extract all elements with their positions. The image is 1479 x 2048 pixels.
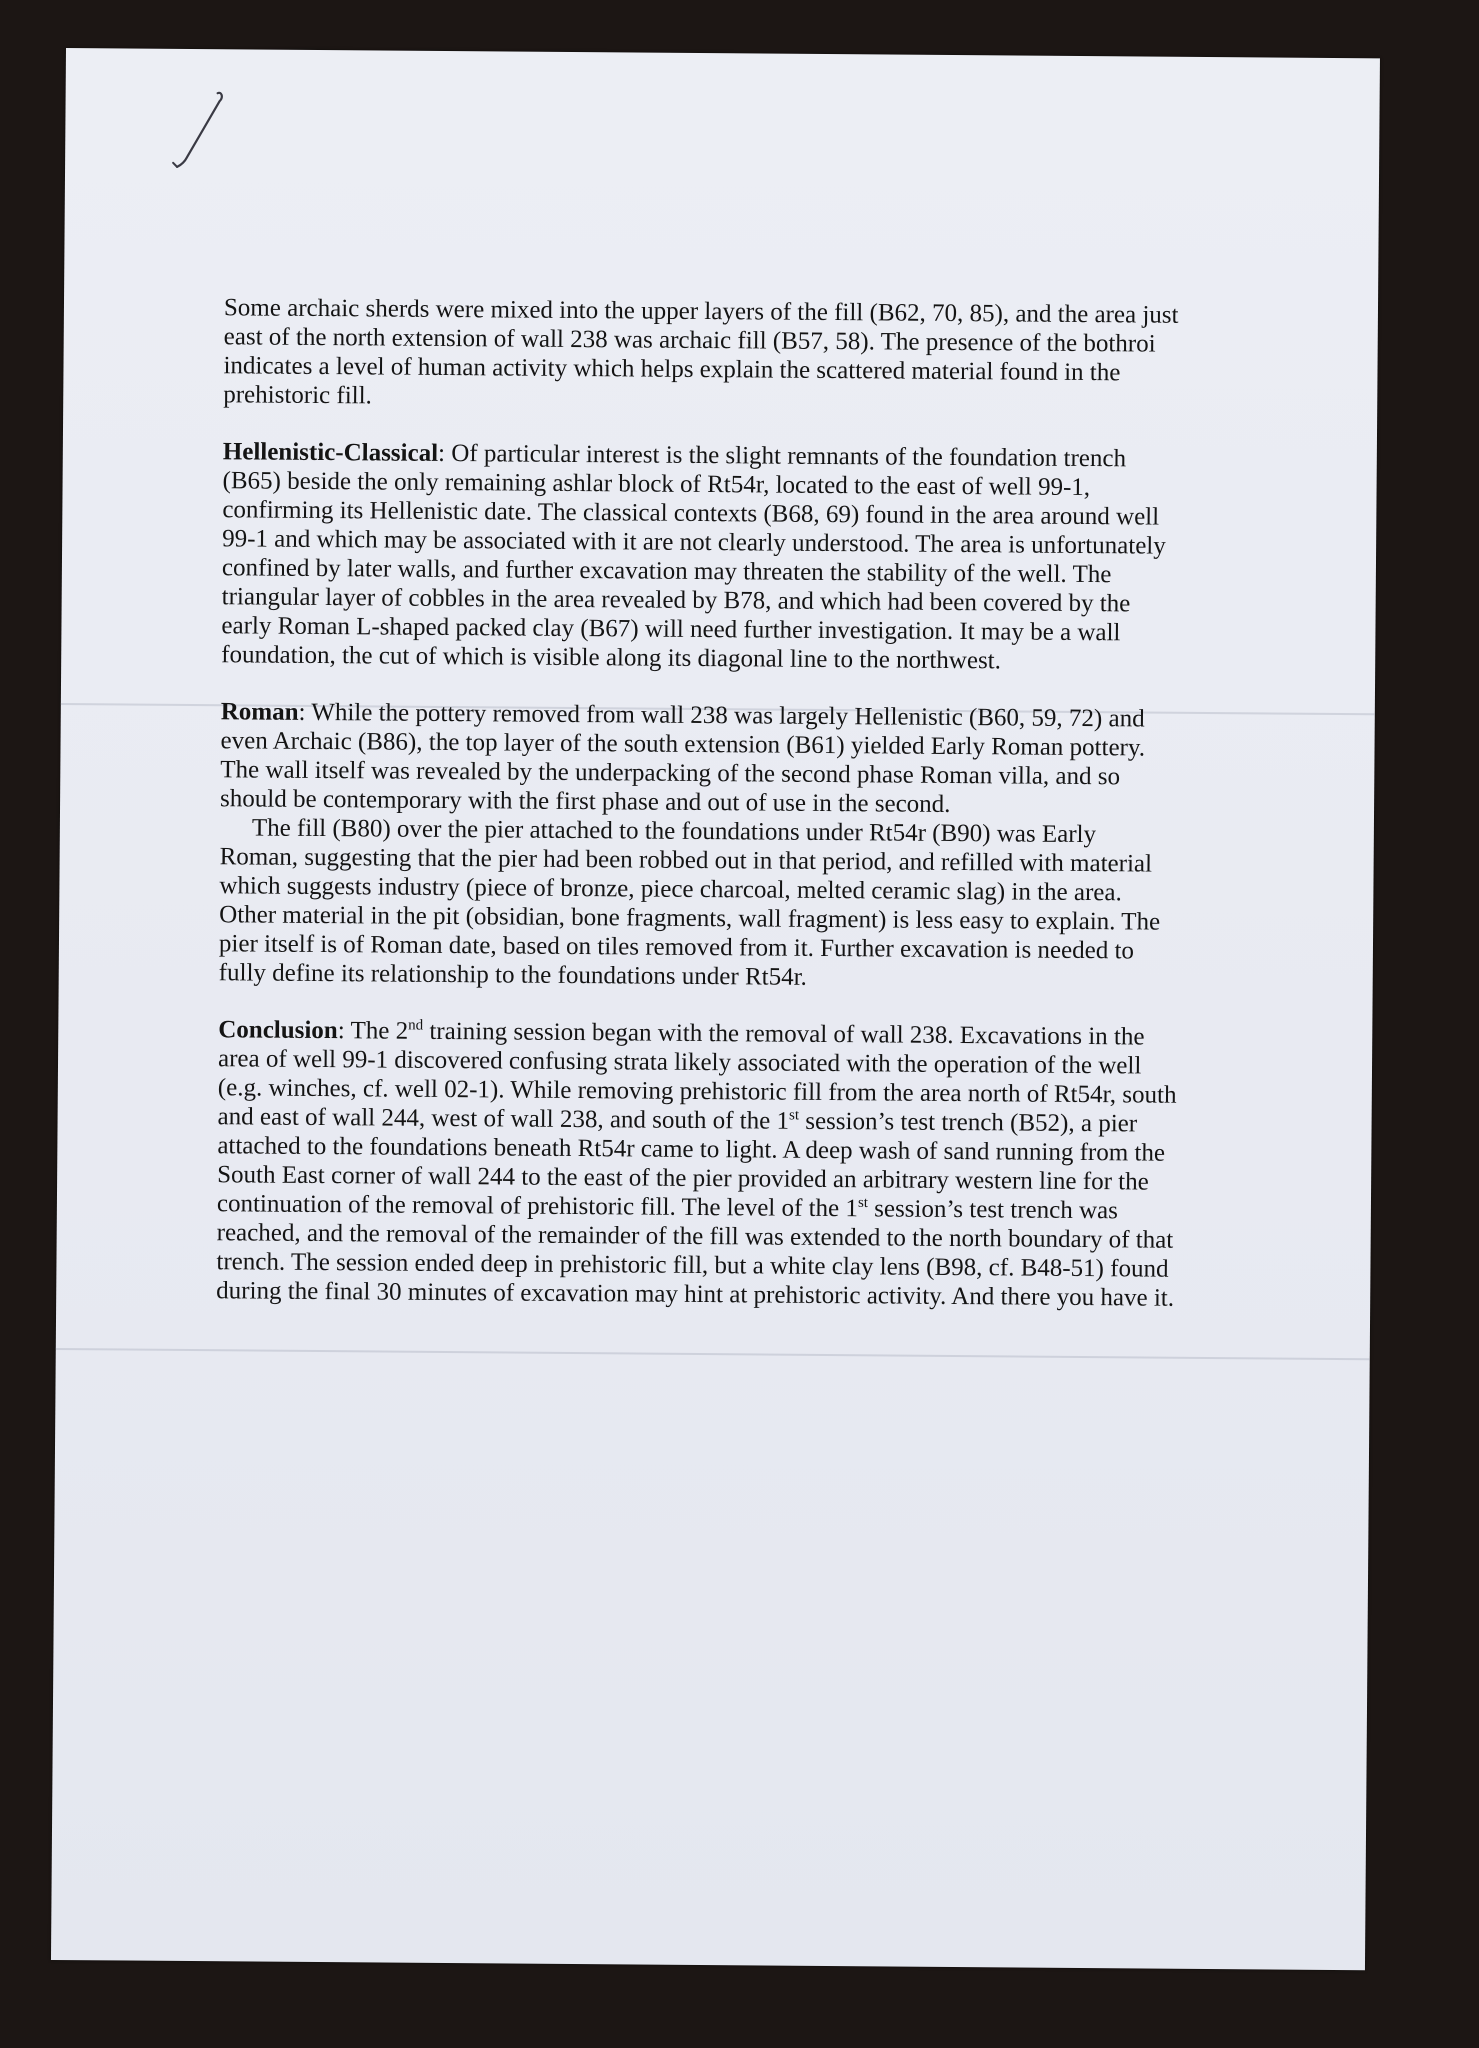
hellenistic-classical-text: : Of particular interest is the slight remnants of the foundation trench (B65) beside the only remaining ashlar block of Rt54r, located to the east of well 99-1, confirming its Hellenistic date. The classical contexts (B68, 69) found in the area around well 99-1 and which may be associated with it are not clearly understood. The area is unfortunately confined by later walls, and further excavation may threaten the stability of the well. The triangular layer of cobbles in the area revealed by B78, and which had been covered by the early Roman L-shaped packed clay (B67) will need further investigation. It may be a wall foundation, the cut of which is visible along its diagonal line to the northwest. xyxy=(221,439,1166,675)
conclusion-paragraph xyxy=(216,1015,1178,1313)
section-heading-conclusion: Conclusion xyxy=(218,1016,338,1045)
section-heading-roman: Roman xyxy=(220,698,299,726)
intro-paragraph: Some archaic sherds were mixed into the upper layers of the fill (B62, 70, 85), and the area just east of the north extension of wall 238 was archaic fill (B57, 58). The presence of the bothroi indicates a level of human activity which helps explain the scattered material found in the prehistoric fill. xyxy=(223,294,1179,410)
hellenistic-classical-paragraph xyxy=(221,437,1183,677)
ordinal-suffix: st xyxy=(857,1194,869,1212)
document-page xyxy=(51,48,1380,1970)
conclusion-text-2: training session began with the removal of wall 238. Excavations in the area of well 99-1 discovered confusing strata likely associated with the operation of the well (e.g. winches, cf. well 02-1). While removing prehistoric fill from the area north of Rt54r, south and east of wall 244, west of wall 238, and south of the 1 xyxy=(217,1017,1177,1135)
conclusion-text-4: session’s test trench was reached, and the removal of the remainder of the fill was extended to the north boundary of that trench. The session ended deep in prehistoric fill, but a white clay lens (B98, cf. B48-51) found during the final 30 minutes of excavation may hint at prehistoric activity. And there you have it. xyxy=(216,1195,1175,1312)
roman-text: : While the pottery removed from wall 238 was largely Hellenistic (B60, 59, 72) and even Archaic (B86), the top layer of the south extension (B61) yielded Early Roman pottery. The wall itself was revealed by the underpacking of the second phase Roman villa, and so should be contemporary with the first phase and out of use in the second. xyxy=(220,698,1146,818)
document-body xyxy=(216,293,1184,1341)
section-heading-hellenistic-classical: Hellenistic-Classical xyxy=(222,438,439,467)
conclusion-text-1: : The 2 xyxy=(337,1017,409,1045)
ordinal-suffix: nd xyxy=(408,1017,424,1034)
conclusion-text-3: session’s test trench (B52), a pier attached to the foundations beneath Rt54r came to light. A deep wash of sand running from the South East corner of wall 244 to the east of the pier provided an arbitrary western line for the continuation of the removal of prehistoric fill. The level of the 1 xyxy=(216,1107,1166,1223)
pencil-checkmark-icon xyxy=(169,87,230,177)
fold-line xyxy=(56,1348,1370,1360)
roman-paragraph xyxy=(220,697,1181,821)
roman-paragraph-continued: The fill (B80) over the pier attached to the foundations under Rt54r (B90) was Early Roman, suggesting that the pier had been robbed out in that period, and refilled with material which suggests industry (piece of bronze, piece charcoal, melted ceramic slag) in the area. Other material in the pit (obsidian, bone fragments, wall fragment) is less easy to explain. The pier itself is of Roman date, based on tiles removed from it. Further excavation is needed to fully define its relationship to the foundations under Rt54r. xyxy=(218,814,1161,991)
ordinal-suffix: st xyxy=(788,1107,800,1124)
